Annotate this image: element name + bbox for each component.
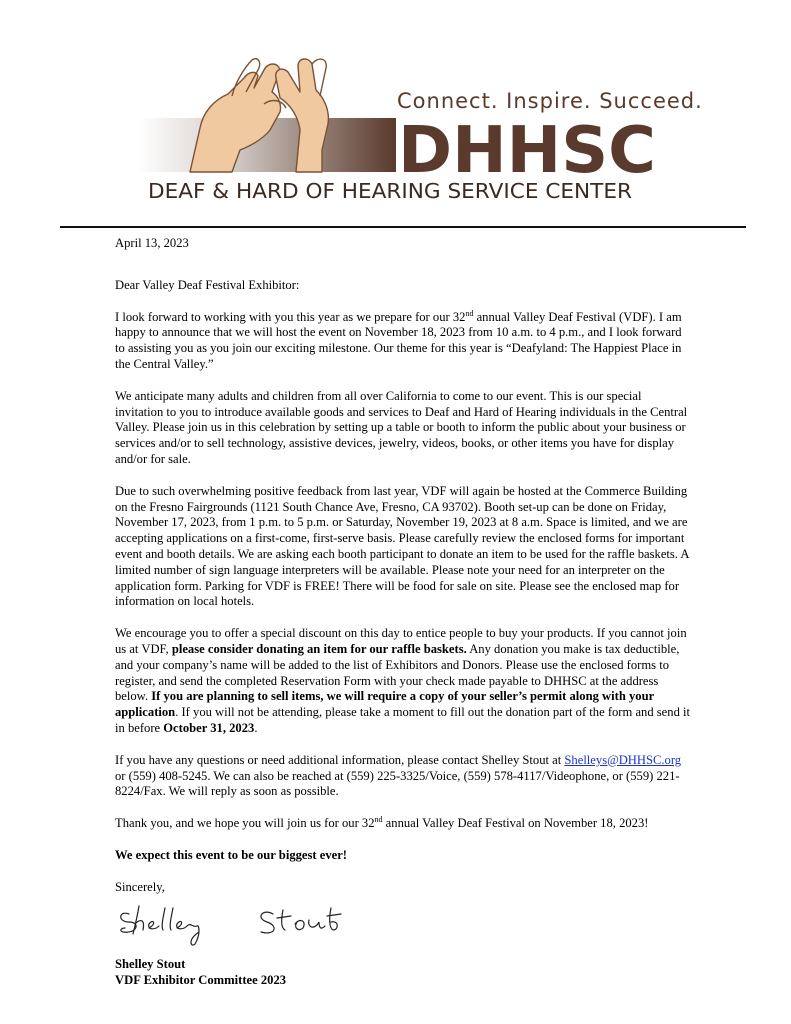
paragraph-closing-bold: We expect this event to be our biggest ever! (115, 847, 348, 862)
letter-date: April 13, 2023 (115, 236, 189, 250)
paragraph-intro: I look forward to working with you this year as we prepare for our 32nd annual Valley Deaf Festival (VDF). I am happy to announce that we will host the event on November 18, 2023 from 10 a.m. to 4 p.m., and I look forward to assisting you as you join our exciting milestone. Our theme for this year is “Deafyland: The Happiest Place in the Central Valley.” (115, 308, 682, 371)
org-full-name: DEAF & HARD OF HEARING SERVICE CENTER (148, 179, 633, 203)
paragraph-venue: Due to such overwhelming positive feedback from last year, VDF will again be hosted at the Commerce Building on the Fresno Fairgrounds (1121 South Chance Ave, Fresno, CA 93702). Booth set-up can be done on Friday, November 17, 2023, from 1 p.m. to 5 p.m. or Saturday, November 19, 2023 at 8 a.m. Space is limited, and we are accepting applications on a first-come, first-serve basis. Please carefully review the enclosed forms for important event and booth details. We are asking each booth participant to donate an item to be used for the raffle baskets. A limited number of sign language interpreters will be available. Please note your need for an interpreter on the application form. Parking for VDF is FREE! There will be food for sale on site. Please see the enclosed map for information on local hotels. (115, 483, 689, 609)
signer-name: Shelley Stout (115, 956, 186, 971)
letter-body (115, 236, 690, 1004)
email-link[interactable]: Shelleys@DHHSC.org (564, 752, 682, 767)
paragraph-contact: If you have any questions or need additional information, please contact Shelley Stout at Shelleys@DHHSC.org or (559) 408-5245. We can also be reached at (559) 225-3325/Voice, (559) 578-4117/Videophone, or (559) 221-8224/Fax. We will reply as soon as possible. (115, 752, 682, 799)
header-divider (60, 226, 746, 228)
letterhead-logo (0, 0, 791, 230)
paragraph-invitation: We anticipate many adults and children from all over California to come to our event. This is our special invitation to you to introduce available goods and services to Deaf and Hard of Hearing individuals in the Central Valley. Please join us in this celebration by setting up a table or booth to inform the public about your business or services and/or to sell technology, assistive devices, jewelry, videos, books, or other items you have for display and/or for sale. (115, 388, 688, 466)
handwritten-signature (115, 900, 375, 948)
signer-block (115, 956, 690, 988)
tagline: Connect. Inspire. Succeed. (397, 89, 703, 113)
paragraph-thanks: Thank you, and we hope you will join us for our 32nd annual Valley Deaf Festival on November 18, 2023! (115, 814, 649, 831)
signer-title: VDF Exhibitor Committee 2023 (115, 972, 287, 987)
closing: Sincerely, (115, 879, 165, 894)
paragraph-donations: We encourage you to offer a special discount on this day to entice people to buy your products. If you cannot join us at VDF, please consider donating an item for our raffle baskets. Any donation you make is tax deductible, and your company’s name will be added to the list of Exhibitors and Donors. Please use the enclosed forms to register, and send the completed Reservation Form with your check made payable to DHHSC at the address below. If you are planning to sell items, we will require a copy of your seller’s permit along with your application. If you will not be attending, please take a moment to fill out the donation part of the form and send it in before October 31, 2023. (115, 626, 691, 735)
org-acronym: DHHSC (398, 114, 656, 188)
salutation: Dear Valley Deaf Festival Exhibitor: (115, 277, 300, 292)
